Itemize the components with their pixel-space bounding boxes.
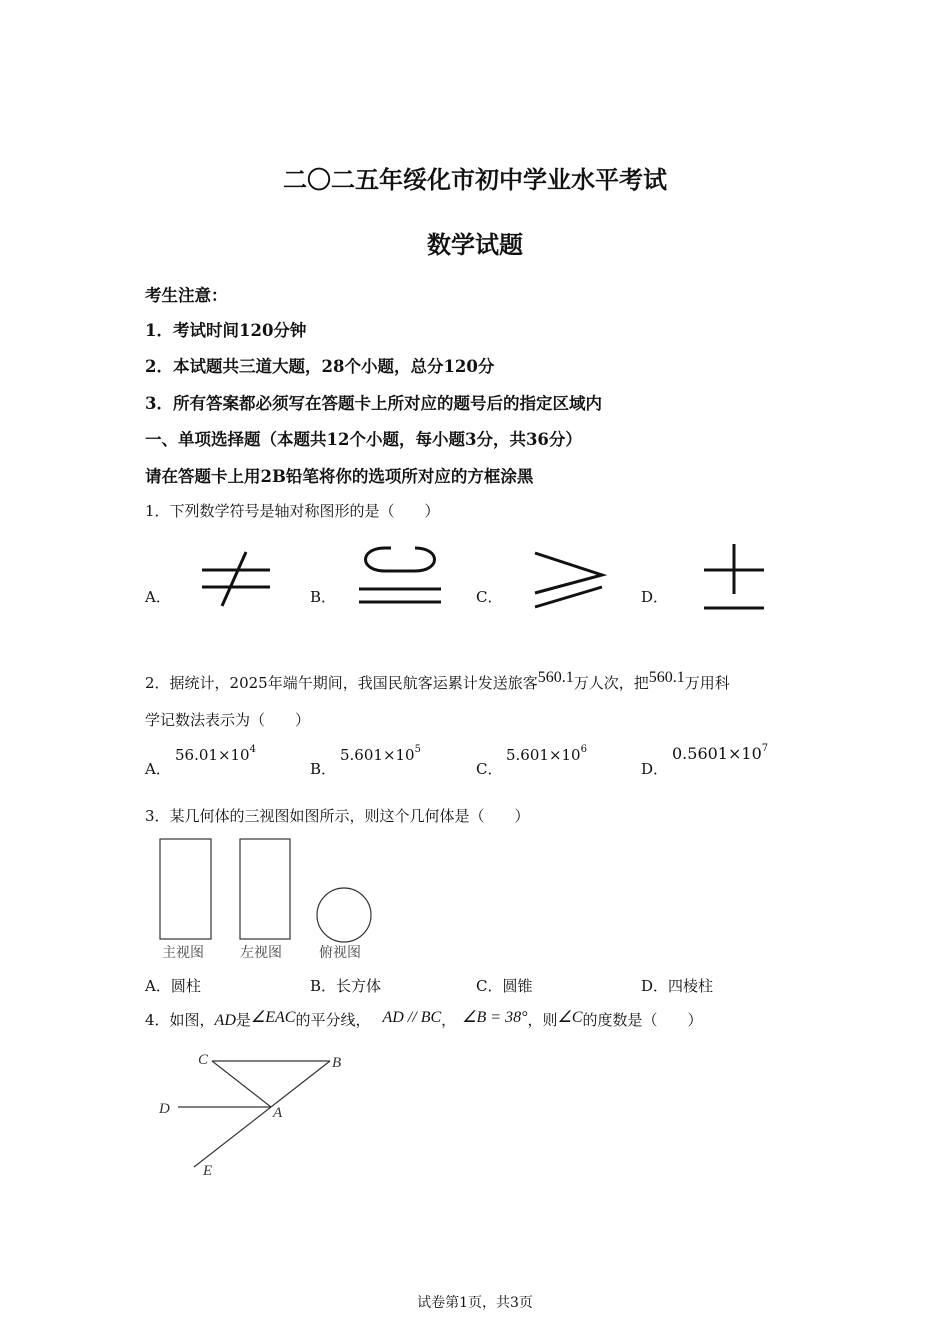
q2-option-b-label: B． [310,760,337,778]
side-view-rectangle [240,839,290,939]
front-view-rectangle [160,839,211,939]
greater-equal-symbol-icon [530,548,610,610]
q2-option-c-value [506,746,587,764]
top-view-circle [317,888,371,942]
q1-option-d-label: D． [641,588,669,606]
point-a-label: A [273,1105,283,1121]
side-view-label: 左视图 [240,945,282,961]
point-c-label: C [198,1052,209,1068]
q2-b-mantissa: 5.601×10 [340,746,415,764]
q4-geometry-figure [150,1045,370,1185]
page-footer: 试卷第1页，共3页 [417,1295,533,1311]
q2-d-mantissa: 0.5601×10 [672,744,762,763]
q2-stem-part3: 万用科 [684,674,730,692]
section-instruction: 请在答题卡上用2B铅笔将你的选项所对应的方框涂黑 [145,467,534,486]
q2-stem-part1: 2．据统计，2025年端午期间，我国民航客运累计发送旅客 [145,674,538,692]
q2-value: 560.1 [537,669,574,686]
q2-a-mantissa: 56.01×10 [175,746,250,764]
q4-suffix: 的度数是（ ） [582,1011,703,1029]
q4-angle-b: ∠B = 38° [462,1009,528,1026]
plus-minus-symbol-icon [700,542,770,612]
q1-option-b-label: B． [310,588,337,606]
question-4-stem [145,1009,703,1030]
top-view-label: 俯视图 [319,945,361,961]
q4-is: 是 [235,1011,251,1029]
q2-d-exp: 7 [761,743,769,754]
point-b-label: B [332,1055,342,1071]
notice-heading: 考生注意： [145,286,228,305]
three-views-figure [155,835,385,945]
front-view-label: 主视图 [162,945,204,961]
q2-c-mantissa: 5.601×10 [506,746,581,764]
point-e-label: E [203,1163,213,1179]
notice-item: 1．考试时间120分钟 [145,321,307,340]
q4-ad: AD [214,1012,236,1029]
q2-c-exp: 6 [580,744,587,755]
q4-bisector: 的平分线， [295,1011,371,1029]
q3-option-d: D．四棱柱 [641,977,714,995]
q1-option-c-label: C． [476,588,503,606]
question-1-stem: 1．下列数学符号是轴对称图形的是（ ） [145,502,440,520]
q3-option-b: B．长方体 [310,977,382,995]
q2-value-repeat: 560.1 [648,669,685,686]
exam-title: 二〇二五年绥化市初中学业水平考试 [283,165,667,194]
q4-then: ，则 [527,1011,558,1029]
q4-angle-eac: ∠EAC [250,1009,296,1026]
q4-comma: ， [441,1011,457,1029]
q2-b-exp: 5 [414,744,421,755]
q2-option-c-label: C． [476,760,503,778]
exam-subject: 数学试题 [427,230,523,259]
q2-option-b-value [340,746,421,764]
q3-option-c: C．圆锥 [476,977,533,995]
q2-option-a-value [175,746,256,764]
q2-a-exp: 4 [249,744,256,755]
congruent-symbol-icon [355,545,445,607]
q3-option-a: A．圆柱 [145,977,201,995]
q4-angle-c: ∠C [557,1009,583,1026]
q2-option-d-value [672,744,768,763]
question-2-stem-line2: 学记数法表示为（ ） [145,711,311,729]
notice-item: 3．所有答案都必须写在答题卡上所对应的题号后的指定区域内 [145,394,602,413]
question-2-stem [145,669,730,693]
point-d-label: D [159,1101,170,1117]
q2-option-a-label: A． [145,760,171,778]
notice-item: 2．本试题共三道大题，28个小题，总分120分 [145,357,495,376]
q1-option-a-label: A． [145,588,171,606]
question-3-stem: 3．某几何体的三视图如图所示，则这个几何体是（ ） [145,807,530,825]
not-equal-symbol-icon [200,550,275,610]
q4-prefix: 4．如图， [145,1011,215,1029]
q2-stem-part2: 万人次，把 [573,674,649,692]
q4-parallel: AD // BC [382,1009,442,1026]
q2-option-d-label: D． [641,760,669,778]
section-heading: 一、单项选择题（本题共12个小题，每小题3分，共36分） [145,430,582,449]
